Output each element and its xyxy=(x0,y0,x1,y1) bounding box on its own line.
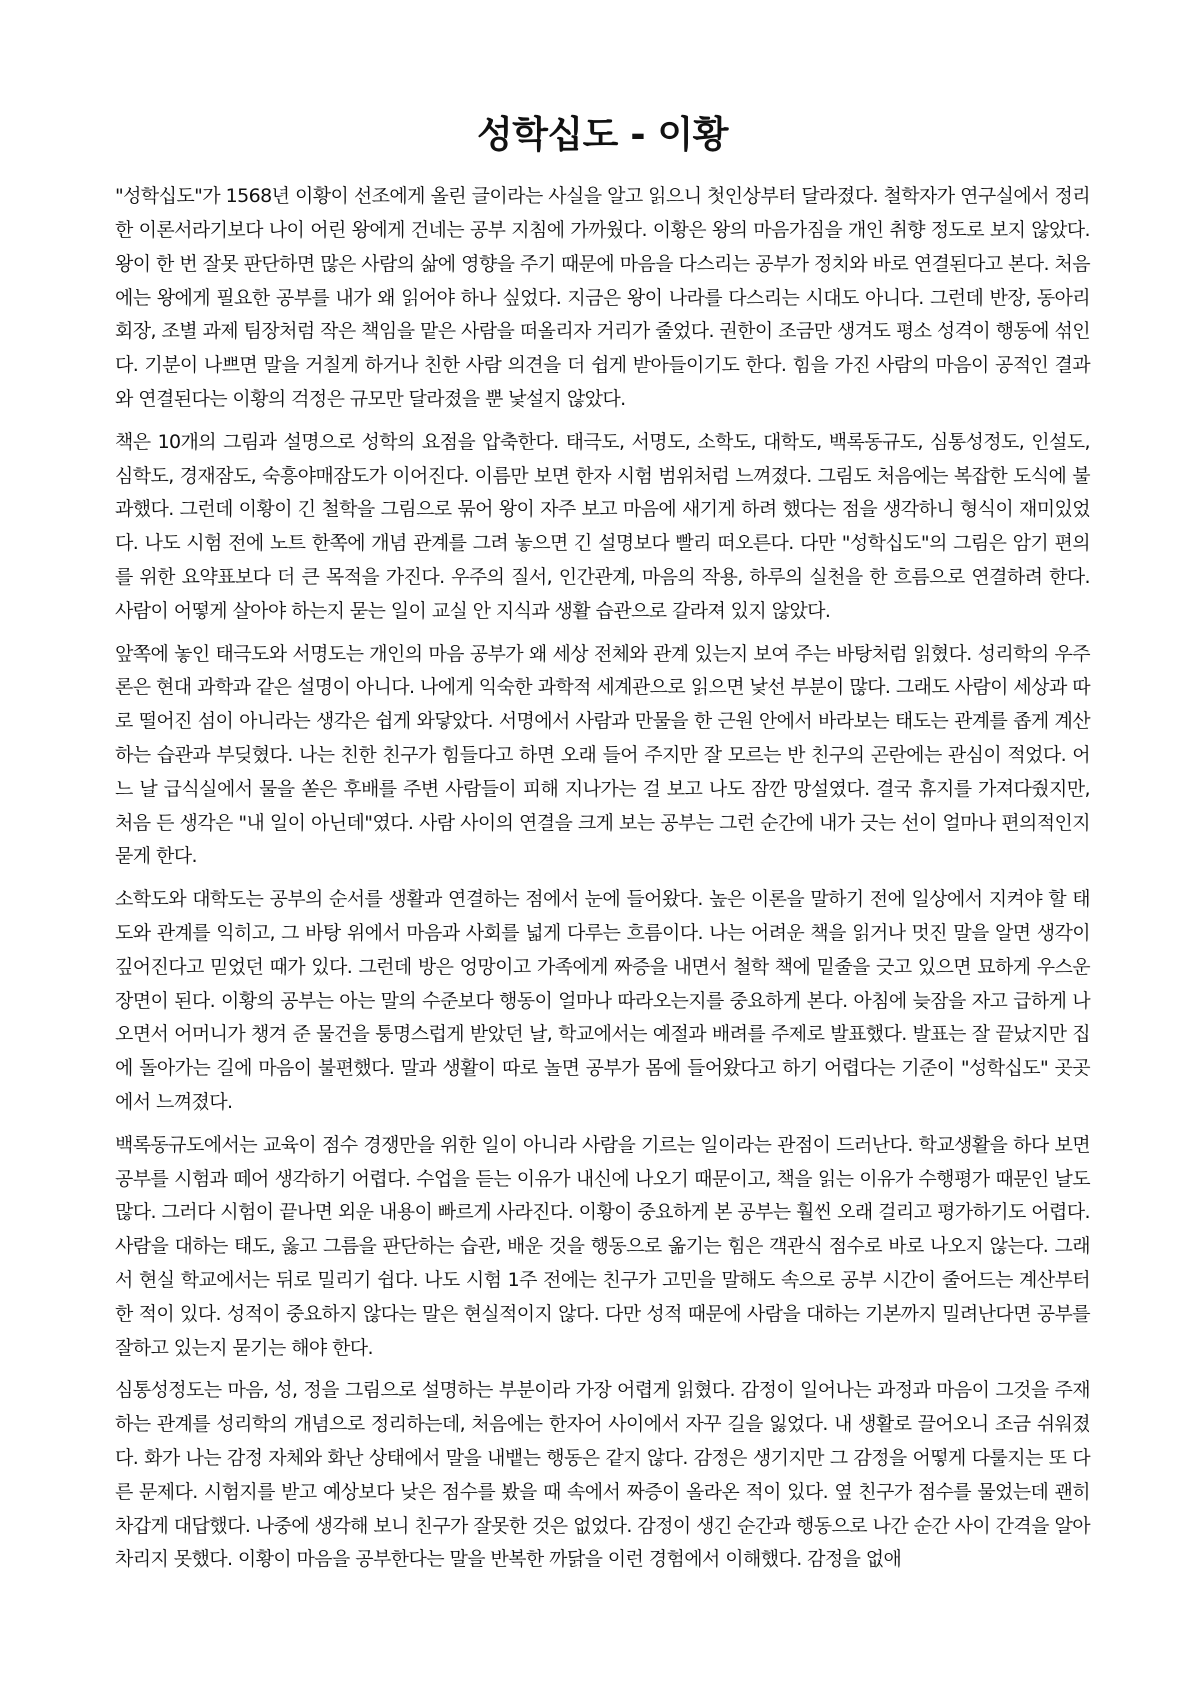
paragraph-6: 심통성정도는 마음, 성, 정을 그림으로 설명하는 부분이라 가장 어렵게 읽혔다. 감정이 일어나는 과정과 마음이 그것을 주재하는 관계를 성리학의 개념으로 정리하는데, 처음에는 한자어 사이에서 자꾸 길을 잃었다. 내 생활로 끌어오니 조금 쉬워졌다. 화가 나는 감정 자체와 화난 상태에서 말을 내뱉는 행동은 같지 않다. 감정은 생기지만 그 감정을 어떻게 다룰지는 또 다른 문제다. 시험지를 받고 예상보다 낮은 점수를 봤을 때 속에서 짜증이 올라온 적이 있다. 옆 친구가 점수를 물었는데 괜히 차갑게 대답했다. 나중에 생각해 보니 친구가 잘못한 것은 없었다. 감정이 생긴 순간과 행동으로 나간 순간 사이 간격을 알아차리지 못했다. 이황이 마음을 공부한다는 말을 반복한 까닭을 이런 경험에서 이해했다. 감정을 없애 xyxy=(115,1379,1090,1571)
paragraph-4: 소학도와 대학도는 공부의 순서를 생활과 연결하는 점에서 눈에 들어왔다. 높은 이론을 말하기 전에 일상에서 지켜야 할 태도와 관계를 익히고, 그 바탕 위에서 마음과 사회를 넓게 다루는 흐름이다. 나는 어려운 책을 읽거나 멋진 말을 알면 생각이 깊어진다고 믿었던 때가 있다. 그런데 방은 엉망이고 가족에게 짜증을 내면서 철학 책에 밑줄을 긋고 있으면 묘하게 우스운 장면이 된다. 이황의 공부는 아는 말의 수준보다 행동이 얼마나 따라오는지를 중요하게 본다. 아침에 늦잠을 자고 급하게 나오면서 어머니가 챙겨 준 물건을 퉁명스럽게 받았던 날, 학교에서는 예절과 배려를 주제로 발표했다. 발표는 잘 끝났지만 집에 돌아가는 길에 마음이 불편했다. 말과 생활이 따로 놀면 공부가 몸에 들어왔다고 하기 어렵다는 기준이 "성학십도" 곳곳에서 느껴졌다. xyxy=(115,888,1090,1113)
paragraph-5: 백록동규도에서는 교육이 점수 경쟁만을 위한 일이 아니라 사람을 기르는 일이라는 관점이 드러난다. 학교생활을 하다 보면 공부를 시험과 떼어 생각하기 어렵다. 수업을 듣는 이유가 내신에 나오기 때문이고, 책을 읽는 이유가 수행평가 때문인 날도 많다. 그러다 시험이 끝나면 외운 내용이 빠르게 사라진다. 이황이 중요하게 본 공부는 훨씬 오래 걸리고 평가하기도 어렵다. 사람을 대하는 태도, 옳고 그름을 판단하는 습관, 배운 것을 행동으로 옮기는 힘은 객관식 점수로 바로 나오지 않는다. 그래서 현실 학교에서는 뒤로 밀리기 쉽다. 나도 시험 1주 전에는 친구가 고민을 말해도 속으로 공부 시간이 줄어드는 계산부터 한 적이 있다. 성적이 중요하지 않다는 말은 현실적이지 않다. 다만 성적 때문에 사람을 대하는 기본까지 밀려난다면 공부를 잘하고 있는지 묻기는 해야 한다. xyxy=(115,1133,1090,1359)
paragraph-2: 책은 10개의 그림과 설명으로 성학의 요점을 압축한다. 태극도, 서명도, 소학도, 대학도, 백록동규도, 심통성정도, 인설도, 심학도, 경재잠도, 숙흥야매잠도가 이어진다. 이름만 보면 한자 시험 범위처럼 느껴졌다. 그림도 처음에는 복잡한 도식에 불과했다. 그런데 이황이 긴 철학을 그림으로 묶어 왕이 자주 보고 마음에 새기게 하려 했다는 점을 생각하니 형식이 재미있었다. 나도 시험 전에 노트 한쪽에 개념 관계를 그려 놓으면 긴 설명보다 빨리 떠오른다. 다만 "성학십도"의 그림은 암기 편의를 위한 요약표보다 더 큰 목적을 가진다. 우주의 질서, 인간관계, 마음의 작용, 하루의 실천을 한 흐름으로 연결하려 한다. 사람이 어떻게 살아야 하는지 묻는 일이 교실 안 지식과 생활 습관으로 갈라져 있지 않았다. xyxy=(115,430,1090,622)
document-body xyxy=(115,180,1090,1577)
paragraph-3: 앞쪽에 놓인 태극도와 서명도는 개인의 마음 공부가 왜 세상 전체와 관계 있는지 보여 주는 바탕처럼 읽혔다. 성리학의 우주론은 현대 과학과 같은 설명이 아니다. 나에게 익숙한 과학적 세계관으로 읽으면 낯선 부분이 많다. 그래도 사람이 세상과 따로 떨어진 섬이 아니라는 생각은 쉽게 와닿았다. 서명에서 사람과 만물을 한 근원 안에서 바라보는 태도는 관계를 좁게 계산하는 습관과 부딪혔다. 나는 친한 친구가 힘들다고 하면 오래 들어 주지만 잘 모르는 반 친구의 곤란에는 관심이 적었다. 어느 날 급식실에서 물을 쏟은 후배를 주변 사람들이 피해 지나가는 걸 보고 나도 잠깐 망설였다. 결국 휴지를 가져다줬지만, 처음 든 생각은 "내 일이 아닌데"였다. 사람 사이의 연결을 크게 보는 공부는 그런 순간에 내가 긋는 선이 얼마나 편의적인지 묻게 한다. xyxy=(115,642,1090,868)
page-title: 성학십도 - 이황 xyxy=(476,113,729,156)
paragraph-1: "성학십도"가 1568년 이황이 선조에게 올린 글이라는 사실을 알고 읽으니 첫인상부터 달라졌다. 철학자가 연구실에서 정리한 이론서라기보다 나이 어린 왕에게 건네는 공부 지침에 가까웠다. 이황은 왕의 마음가짐을 개인 취향 정도로 보지 않았다. 왕이 한 번 잘못 판단하면 많은 사람의 삶에 영향을 주기 때문에 마음을 다스리는 공부가 정치와 바로 연결된다고 본다. 처음에는 왕에게 필요한 공부를 내가 왜 읽어야 하나 싶었다. 지금은 왕이 나라를 다스리는 시대도 아니다. 그런데 반장, 동아리 회장, 조별 과제 팀장처럼 작은 책임을 맡은 사람을 떠올리자 거리가 줄었다. 권한이 조금만 생겨도 평소 성격이 행동에 섞인다. 기분이 나쁘면 말을 거칠게 하거나 친한 사람 의견을 더 쉽게 받아들이기도 한다. 힘을 가진 사람의 마음이 공적인 결과와 연결된다는 이황의 걱정은 규모만 달라졌을 뿐 낯설지 않았다. xyxy=(115,185,1090,411)
